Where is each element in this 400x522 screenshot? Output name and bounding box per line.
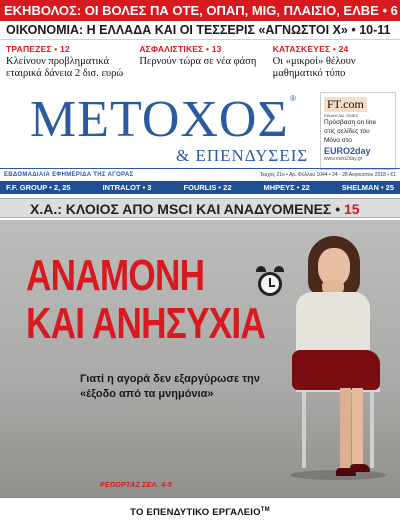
- ticker-item: ΜΗΡΕΥΣ • 22: [263, 183, 310, 192]
- ticker-item: INTRALOT • 3: [102, 183, 152, 192]
- teaser-insurance: [133, 42, 266, 86]
- newspaper-logo-subtitle: & ΕΠΕΝΔΥΣΕΙΣ: [176, 146, 309, 165]
- main-headline: [26, 252, 265, 348]
- market-headline-text: Χ.Α.: ΚΛΟΙΟΣ ΑΠΟ MSCI ΚΑΙ ΑΝΑΔΥΟΜΕΝΕΣ •: [30, 201, 345, 217]
- main-headline-line2: ΚΑΙ ΑΝΗΣΥΧΙΑ: [26, 299, 266, 348]
- ticker-item: F.F. GROUP • 2, 25: [6, 183, 71, 192]
- sub-banner: ΟΙΚΟΝΟΜΙΑ: Η ΕΛΛΑΔΑ ΚΑΙ ΟΙ ΤΕΣΣΕΡΙΣ «ΑΓΝΩΣΤΟΙ Χ» • 10-11: [0, 21, 400, 40]
- main-headline-line1: ΑΝΑΜΟΝΗ: [26, 251, 205, 300]
- footer-slogan-text: ΤΟ ΕΠΕΝΔΥΤΙΚΟ ΕΡΓΑΛΕΙΟ: [130, 507, 261, 519]
- ticker-bar: [0, 181, 400, 194]
- photo-woman-skirt: [292, 350, 380, 390]
- footer: [0, 498, 400, 522]
- ft-promo-line: Μόνο στο: [324, 137, 352, 144]
- market-headline: [0, 199, 400, 219]
- teasers-row: [0, 42, 400, 86]
- tagline: ΕΒΔΟΜΑΔΙΑΙΑ ΕΦΗΜΕΡΙΔΑ ΤΗΣ ΑΓΟΡΑΣ: [4, 171, 134, 178]
- teaser-banks: [0, 42, 133, 86]
- main-subheadline: Γιατί η αγορά δεν εξαργύρωσε την «έξοδο από τα μνημόνια»: [80, 373, 260, 400]
- ft-logo: FT.com: [324, 97, 367, 112]
- registered-mark: ®: [290, 94, 296, 103]
- newspaper-logo: ΜΕΤΟΧΟΣ: [30, 91, 289, 148]
- euro2day-logo-b: 2day: [350, 146, 371, 156]
- photo-chair-leg: [302, 392, 306, 468]
- photo-woman-leg: [352, 388, 363, 466]
- euro2day-logo: [324, 146, 392, 156]
- photo-woman-leg: [340, 388, 351, 470]
- euro2day-url: www.euro2day.gr: [324, 156, 363, 162]
- trademark-mark: TM: [260, 507, 270, 513]
- ticker-item: FOURLIS • 22: [183, 183, 232, 192]
- inside-page-reference: ΡΕΠΟΡΤΑΖ ΣΕΛ. 4-5: [100, 482, 173, 489]
- photo-chair-leg: [370, 392, 374, 468]
- teaser-construction: [267, 42, 400, 86]
- ft-logo-subtitle: FINANCIAL TIMES: [324, 113, 359, 118]
- alarm-clock-bell: [274, 266, 284, 272]
- teaser-body: Περνούν τώρα σε νέα φάση: [139, 56, 257, 67]
- ft-promo-box: [320, 92, 396, 170]
- top-banner: ΕΚΗΒΟΛΟΣ: ΟΙ ΒΟΛΕΣ ΠΑ ΟΤΕ, ΟΠΑΠ, MIG, ΠΛΑΙΣΙΟ, ΕΛΒΕ • 6: [0, 0, 400, 21]
- ft-promo-line: στις σελίδες του: [324, 128, 370, 135]
- ft-promo-line: Πρόσβαση on line: [324, 119, 377, 126]
- market-headline-bar: [0, 198, 400, 218]
- teaser-title: ΑΣΦΑΛΙΣΤΙΚΕΣ • 13: [139, 44, 222, 54]
- market-headline-page: 15: [344, 201, 360, 217]
- ticker-item: SHELMAN • 25: [341, 183, 394, 192]
- euro2day-logo-a: EURO: [324, 146, 351, 156]
- teaser-body: Κλείνουν προβληματικά εταιρικά δάνεια 2 δισ. ευρώ: [6, 56, 124, 79]
- teaser-title: ΚΑΤΑΣΚΕΥΕΣ • 24: [272, 44, 349, 54]
- tagline-row: [0, 168, 400, 180]
- photo-shadow: [290, 470, 386, 480]
- teaser-title: ΤΡΑΠΕΖΕΣ • 12: [6, 44, 70, 54]
- footer-slogan: [0, 498, 400, 522]
- issue-info: Τεύχος 21ο • Αρ. Φύλλου 1044 • 24 - 28 Αυγούστου 2018 • €1: [259, 171, 396, 178]
- teaser-body: Οι «μικροί» θέλουν μαθηματικό τύπο: [272, 56, 356, 79]
- alarm-clock-hand: [269, 285, 275, 287]
